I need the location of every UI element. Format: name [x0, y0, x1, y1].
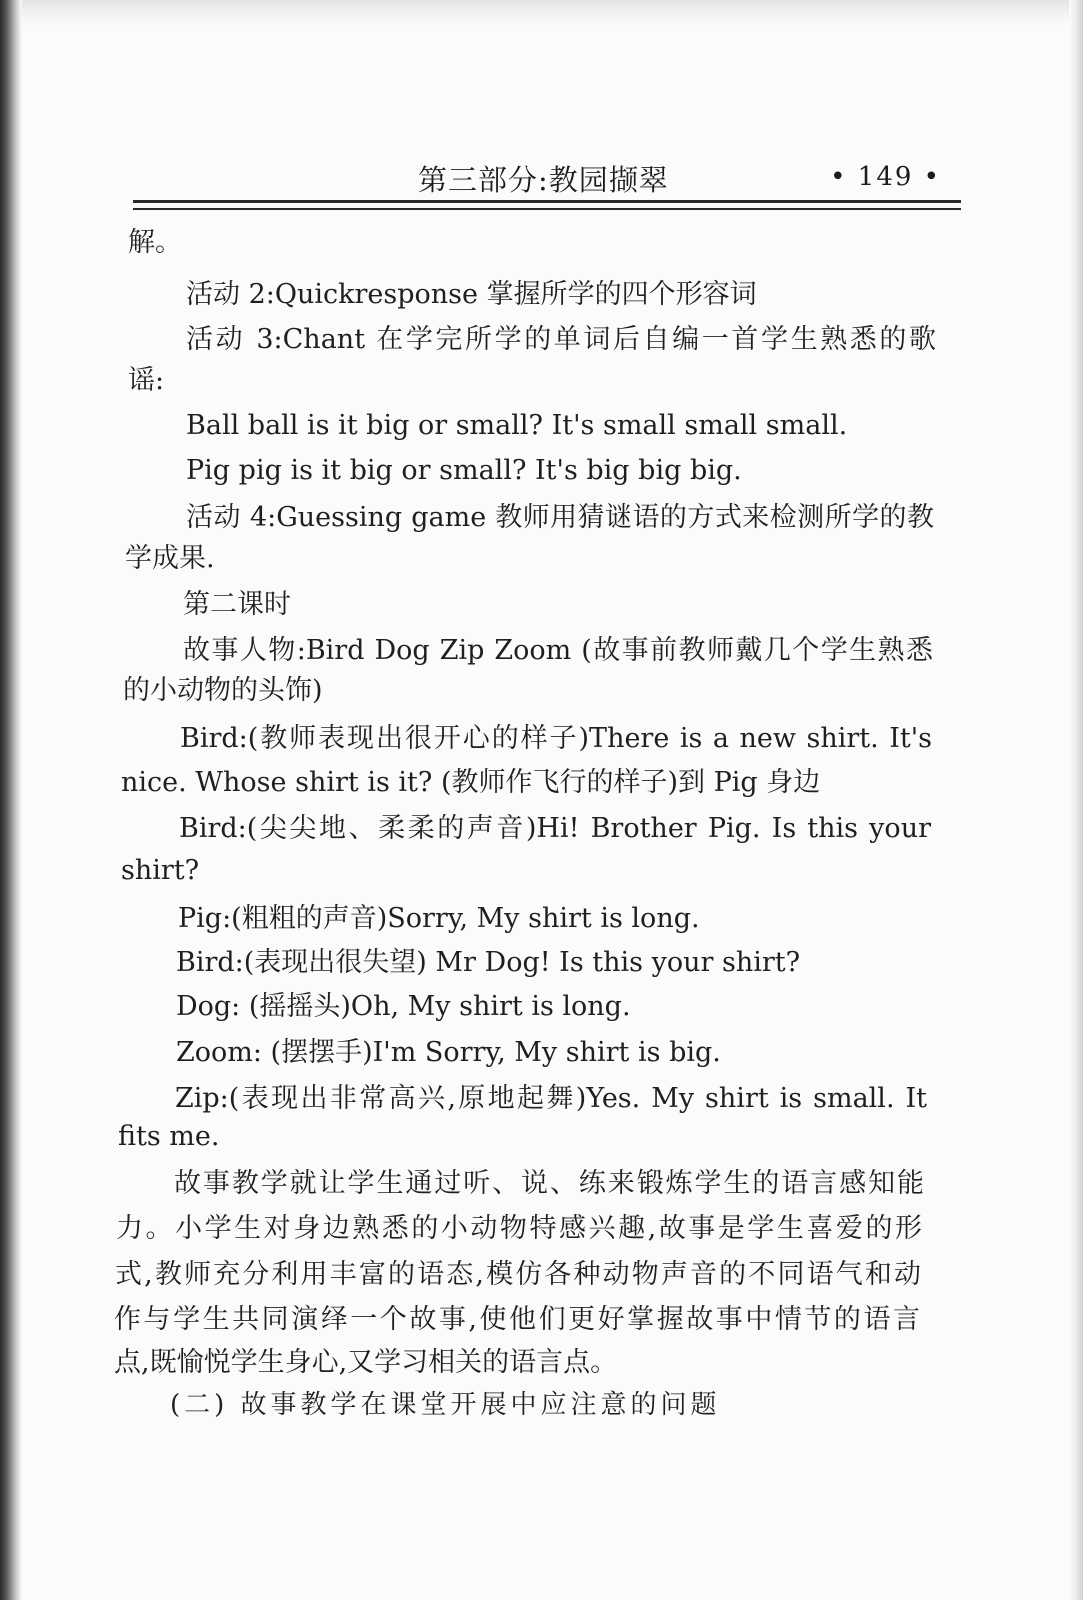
page-top-shadow	[0, 0, 1083, 26]
text-line: 作与学生共同演绎一个故事,使他们更好掌握故事中情节的语言	[114, 1304, 920, 1335]
text-line: 式,教师充分利用丰富的语态,模仿各种动物声音的不同语气和动	[115, 1259, 921, 1290]
header-rule-thick	[133, 200, 961, 203]
page-left-shadow	[0, 0, 22, 1600]
text-line: 活动 3:Chant 在学完所学的单词后自编一首学生熟悉的歌	[186, 324, 936, 355]
text-line: 谣:	[128, 365, 165, 396]
text-line: fits me.	[118, 1121, 220, 1152]
text-line: 故事教学就让学生通过听、说、练来锻炼学生的语言感知能	[174, 1168, 924, 1199]
page-right-shadow	[1069, 0, 1083, 1600]
text-line: Dog: (摇摇头)Oh, My shirt is long.	[176, 991, 631, 1022]
text-line: Bird:(表现出很失望) Mr Dog! Is this your shirt?	[176, 947, 801, 978]
text-line: Zoom: (摆摆手)I'm Sorry, My shirt is big.	[176, 1037, 721, 1068]
text-line: Bird:(尖尖地、柔柔的声音)Hi! Brother Pig. Is this your	[179, 813, 931, 844]
section-heading: (二) 故事教学在课堂开展中应注意的问题	[170, 1390, 721, 1420]
text-line: 学成果.	[125, 543, 215, 574]
text-line: 点,既愉悦学生身心,又学习相关的语言点。	[114, 1347, 618, 1378]
text-line: 故事人物:Bird Dog Zip Zoom (故事前教师戴几个学生熟悉	[183, 635, 933, 666]
section-heading: 第二课时	[183, 589, 291, 620]
text-line: Ball ball is it big or small? It's small small small.	[186, 410, 848, 441]
text-line: 解。	[128, 227, 182, 258]
text-line: 活动 4:Guessing game 教师用猜谜语的方式来检测所学的教	[186, 502, 934, 533]
page-number: • 149 •	[830, 162, 941, 192]
text-line: 力。小学生对身边熟悉的小动物特感兴趣,故事是学生喜爱的形	[116, 1213, 922, 1244]
header-title: 第三部分:教园撷翠	[418, 163, 669, 197]
text-line: Zip:(表现出非常高兴,原地起舞)Yes. My shirt is small. It	[175, 1083, 927, 1114]
text-line: 活动 2:Quickresponse 掌握所学的四个形容词	[186, 279, 757, 310]
header-rule-thin	[133, 208, 961, 210]
text-line: Pig pig is it big or small? It's big big big.	[186, 455, 742, 486]
text-line: nice. Whose shirt is it? (教师作飞行的样子)到 Pig 身边	[121, 767, 821, 798]
text-line: Pig:(粗粗的声音)Sorry, My shirt is long.	[178, 903, 700, 934]
text-line: shirt?	[121, 855, 200, 886]
text-line: 的小动物的头饰)	[123, 675, 323, 706]
text-line: Bird:(教师表现出很开心的样子)There is a new shirt. It's	[180, 723, 932, 754]
